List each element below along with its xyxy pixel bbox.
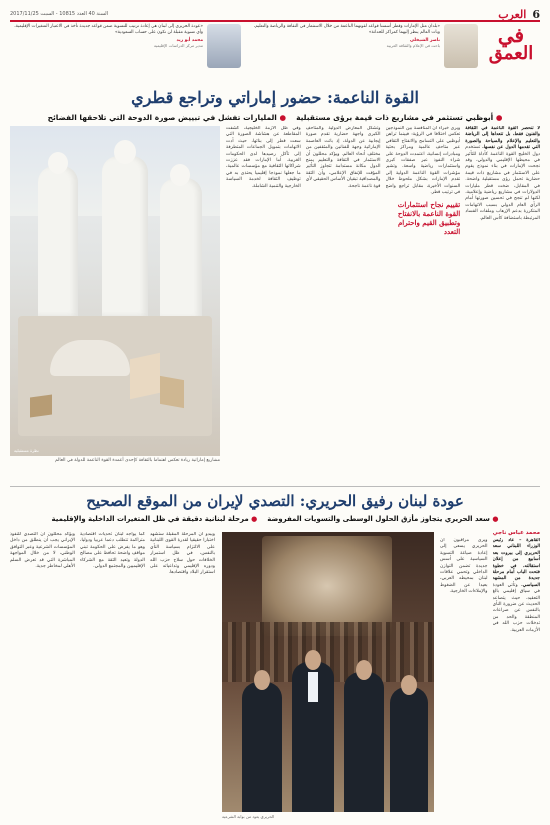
article1-photo bbox=[10, 126, 220, 456]
person-figure bbox=[242, 682, 282, 812]
column-text: ويرى خبراء أن المنافسة بين النموذجين تعكس اختلافا في الرؤية: فبينما تراهن أبوظبي على التسامح والانفتاح الثقافي عبر متاحف عالمية ومراكز بحثية ومبادرات إنسانية، اعتمدت الدوحة على شراء النفوذ عبر صفقات كبرى واستثمارات رياضية واسعة. وتشير مؤشرات القوة الناعمة الدولية إلى تقدم الإمارات بشكل ملحوظ خلال السنوات الأخيرة، مقابل تراجع واضح في ترتيب قطر. bbox=[385, 126, 461, 196]
quote-role: مدير مركز الدراسات الإقليمية bbox=[153, 43, 203, 48]
quote-body bbox=[10, 24, 203, 48]
article2-right-columns bbox=[440, 538, 540, 816]
article1-subheads bbox=[10, 113, 540, 122]
subhead-text: سعد الحريري يتجاوز مأزق الحلول الوسطى والتسويات المفروضة bbox=[267, 515, 490, 523]
quote-role: باحث في الإعلام والثقافة العربية bbox=[386, 43, 440, 48]
column-text: ويؤكد محللون أن التصدي للنفوذ الإيراني يجب أن ينطلق من داخل المؤسسات الشرعية وعبر التوافق الوطني، لا من خلال المواجهة المباشرة التي قد تعرض السلم الأهلي لمخاطر جدية. bbox=[10, 532, 75, 570]
person-figure bbox=[38, 166, 78, 316]
quote-avatar bbox=[444, 24, 478, 68]
person-head bbox=[114, 140, 136, 164]
article1-subhead bbox=[296, 113, 502, 122]
article-column bbox=[80, 532, 145, 816]
masthead bbox=[10, 8, 540, 22]
column-text: تستخدم دول الخليج القوة الناعمة كأداة للتأثير في محيطها الإقليمي والدولي، وقد نجحت الإمارات في بناء نموذج يقوم على الاستثمار في مشاريع ذات قيمة حضارية تحمل رؤى مستقبلية واضحة. في المقابل، ضخت قطر مليارات الدولارات في مشاريع رياضية وإعلامية، لكنها لم تنجح في تحسين صورتها أمام الرأي العام الدولي بسبب الاتهامات المتكررة بدعم الإرهاب وملفات الفساد المرتبطة باستضافة كأس العالم. bbox=[465, 145, 540, 221]
article1-headline: القوة الناعمة: حضور إماراتي وتراجع قطري bbox=[131, 88, 419, 107]
section-divider bbox=[10, 486, 540, 487]
page-number: 6 bbox=[532, 7, 540, 21]
section-logo bbox=[482, 23, 540, 64]
article2-photo bbox=[222, 532, 434, 812]
column-text: وتشكل المعارض الدولية والمتاحف الكبرى واجهة حضارية تقدم صورة إيجابية عن الدولة، إذ باتت العاصمة الإماراتية وجهة للفنانين والمثقفين من مختلف أنحاء العالم. ويؤكد محللون أن الاستثمار في الثقافة والتعليم يمنح الدول مكانة مستدامة تتجاوز التأثير المؤقت للإنفاق الإعلامي، وأن الثقة والمصداقية تبقيان الأساس الحقيقي لأي قوة ناعمة ناجحة. bbox=[305, 126, 381, 189]
quote-avatar bbox=[207, 24, 241, 68]
person-head bbox=[170, 164, 190, 186]
quote-strip bbox=[10, 22, 478, 80]
quote-author: ناصر الشيخلي bbox=[410, 38, 440, 43]
person-face bbox=[305, 650, 321, 670]
bullet-icon: ● bbox=[495, 113, 503, 122]
photo-credit: نظرة مستقبلية bbox=[14, 448, 39, 453]
article2-subhead bbox=[52, 515, 258, 523]
bullet-icon: ● bbox=[279, 113, 287, 122]
person-figure bbox=[160, 178, 202, 318]
article1-subhead bbox=[48, 113, 286, 122]
model-block bbox=[30, 394, 52, 417]
article2-headline: عودة لبنان رفيق الحريري: التصدي لإيران من الموقع الصحيح bbox=[86, 492, 464, 510]
article2-photo-caption: الحريري يعود من بوابة الشرعية bbox=[222, 814, 275, 819]
subhead-text: المليارات تفشل في تبييض صورة الدوحة التي تلاحقها الفضائح bbox=[47, 113, 277, 122]
quote-body bbox=[247, 24, 440, 48]
column-text: ويرى مراقبون أن الحريري يسعى إلى إعادة صياغة التسوية السياسية على أسس جديدة تضمن التوازن الداخلي وتحمي علاقات لبنان بمحيطه العربي، بعيدا عن الضغوط والإملاءات الخارجية. bbox=[440, 538, 488, 595]
column-text: ويبدو أن المرحلة المقبلة ستشهد اختبارا حقيقيا لقدرة القوى اللبنانية على الالتزام بسياسة النأي بالنفس، في ظل استمرار الخلافات حول سلاح حزب الله ودوره الإقليمي وتداعياته على استقرار البلاد واقتصادها. bbox=[150, 532, 215, 576]
bullet-icon: ● bbox=[251, 515, 258, 523]
column-lead: لا تنحصر القوة الناعمة في الثقافة والفنون فقط، بل تتعداها إلى الرياضة والتعليم والإعلام والسياحة والصورة التي تقدمها الدول عن نفسها. bbox=[465, 126, 540, 151]
subhead-text: أبوظبي تستثمر في مشاريع ذات قيمة برؤى مستقبلية bbox=[296, 113, 494, 122]
paper-name: العرب bbox=[498, 7, 527, 21]
person-head bbox=[48, 152, 68, 174]
model-block bbox=[130, 353, 160, 399]
column-lead: القاهرة – عاد رئيس الوزراء اللبناني سعد الحريري إلى بيروت بعد أسابيع من إعلان استقالته، في خطوة فتحت الباب أمام مرحلة جديدة من المشهد السياسي. bbox=[492, 538, 540, 588]
article-column bbox=[493, 538, 541, 816]
column-text: وتأتي العودة في سياق إقليمي بالغ التعقيد، حيث يتصاعد الحديث عن ضرورة النأي بالنفس عن صراعات المنطقة والحد من تدخلات حزب الله في الأزمات العربية. bbox=[492, 582, 540, 633]
column-text: كما يواجه لبنان تحديات اقتصادية متراكمة تتطلب دعما عربيا ودوليا، وهو ما يفرض على الحكومة تبني مواقف واضحة تحافظ على مصالح الدولة وتعيد الثقة مع الشركاء الإقليميين والمجتمع الدولي. bbox=[80, 532, 145, 570]
quote-box bbox=[10, 22, 241, 80]
quote-box bbox=[247, 22, 478, 80]
model-block bbox=[160, 376, 184, 408]
masthead-right bbox=[498, 8, 540, 21]
article-column bbox=[386, 126, 461, 482]
quote-author: محمد أبو زيد bbox=[176, 38, 203, 43]
architecture-model bbox=[18, 316, 212, 436]
column-text: وفي ظل الأزمة الخليجية، كشفت المقاطعة عن هشاشة الصورة التي سعت قطر إلى بنائها، حيث أدت الاتهامات بتمويل الجماعات المتطرفة إلى تآكل رصيدها لدى الحكومات الغربية. أما الإمارات فقد عززت شراكاتها الثقافية مع مؤسسات عالمية، ما جعلها نموذجا إقليميا يحتذى به في توظيف الثقافة لخدمة السياسة الخارجية والتنمية الشاملة. bbox=[226, 126, 301, 189]
shirt-detail bbox=[308, 672, 318, 702]
article-column bbox=[440, 538, 488, 816]
column-inset-heading: تقييم نجاح استثمارات القوة الناعمة بالانفتاح وتطبيق القيم واحترام التعدد bbox=[397, 200, 461, 237]
article2-subhead bbox=[267, 515, 498, 523]
subhead-text: مرحلة لبنانية دقيقة في ظل المتغيرات الداخلية والإقليمية bbox=[51, 515, 249, 523]
article2-byline: محمد عباس ناجي bbox=[492, 530, 540, 536]
quote-text: «عودة الحريري إلى لبنان هي إعادة ترتيب للتسوية ضمن قواعد جديدة تأخذ في الاعتبار المتغيرات الإقليمية، وأي تسوية مقبلة لن تكون على حساب السعودية» bbox=[14, 24, 203, 35]
person-face bbox=[401, 675, 417, 695]
article1-photo-caption: مشاريع إماراتية ريادة تعكس اهتماما بالثقافة كإحدى أعمدة القوة الناعمة للدولة في العالم bbox=[54, 458, 220, 463]
article-column bbox=[226, 126, 301, 482]
article-column bbox=[465, 126, 540, 482]
portrait-poster bbox=[262, 536, 392, 636]
article1-columns bbox=[226, 126, 540, 482]
article-column bbox=[10, 532, 75, 816]
person-face bbox=[356, 660, 372, 680]
article-column bbox=[150, 532, 215, 816]
article2-left-columns bbox=[10, 532, 215, 816]
article2-subheads bbox=[10, 515, 540, 523]
person-face bbox=[254, 670, 270, 690]
person-figure bbox=[102, 156, 148, 316]
section-logo-line2: العمق bbox=[488, 43, 534, 64]
section-logo-line1: في bbox=[497, 23, 525, 47]
person-figure bbox=[344, 672, 384, 812]
person-figure bbox=[390, 687, 428, 812]
quote-text: «بلدان مثل الإمارات وقطر أسستا قواعد لقوتهما الناعمة من خلال الاستثمار في الثقافة والرياضة والتعليم، وبات العالم ينظر إليهما كمراكز للحداثة» bbox=[253, 24, 440, 35]
issue-info: السنة 40 العدد 10815 - السبت 2017/11/25 bbox=[10, 11, 108, 17]
article-column bbox=[306, 126, 381, 482]
bullet-icon: ● bbox=[492, 515, 499, 523]
